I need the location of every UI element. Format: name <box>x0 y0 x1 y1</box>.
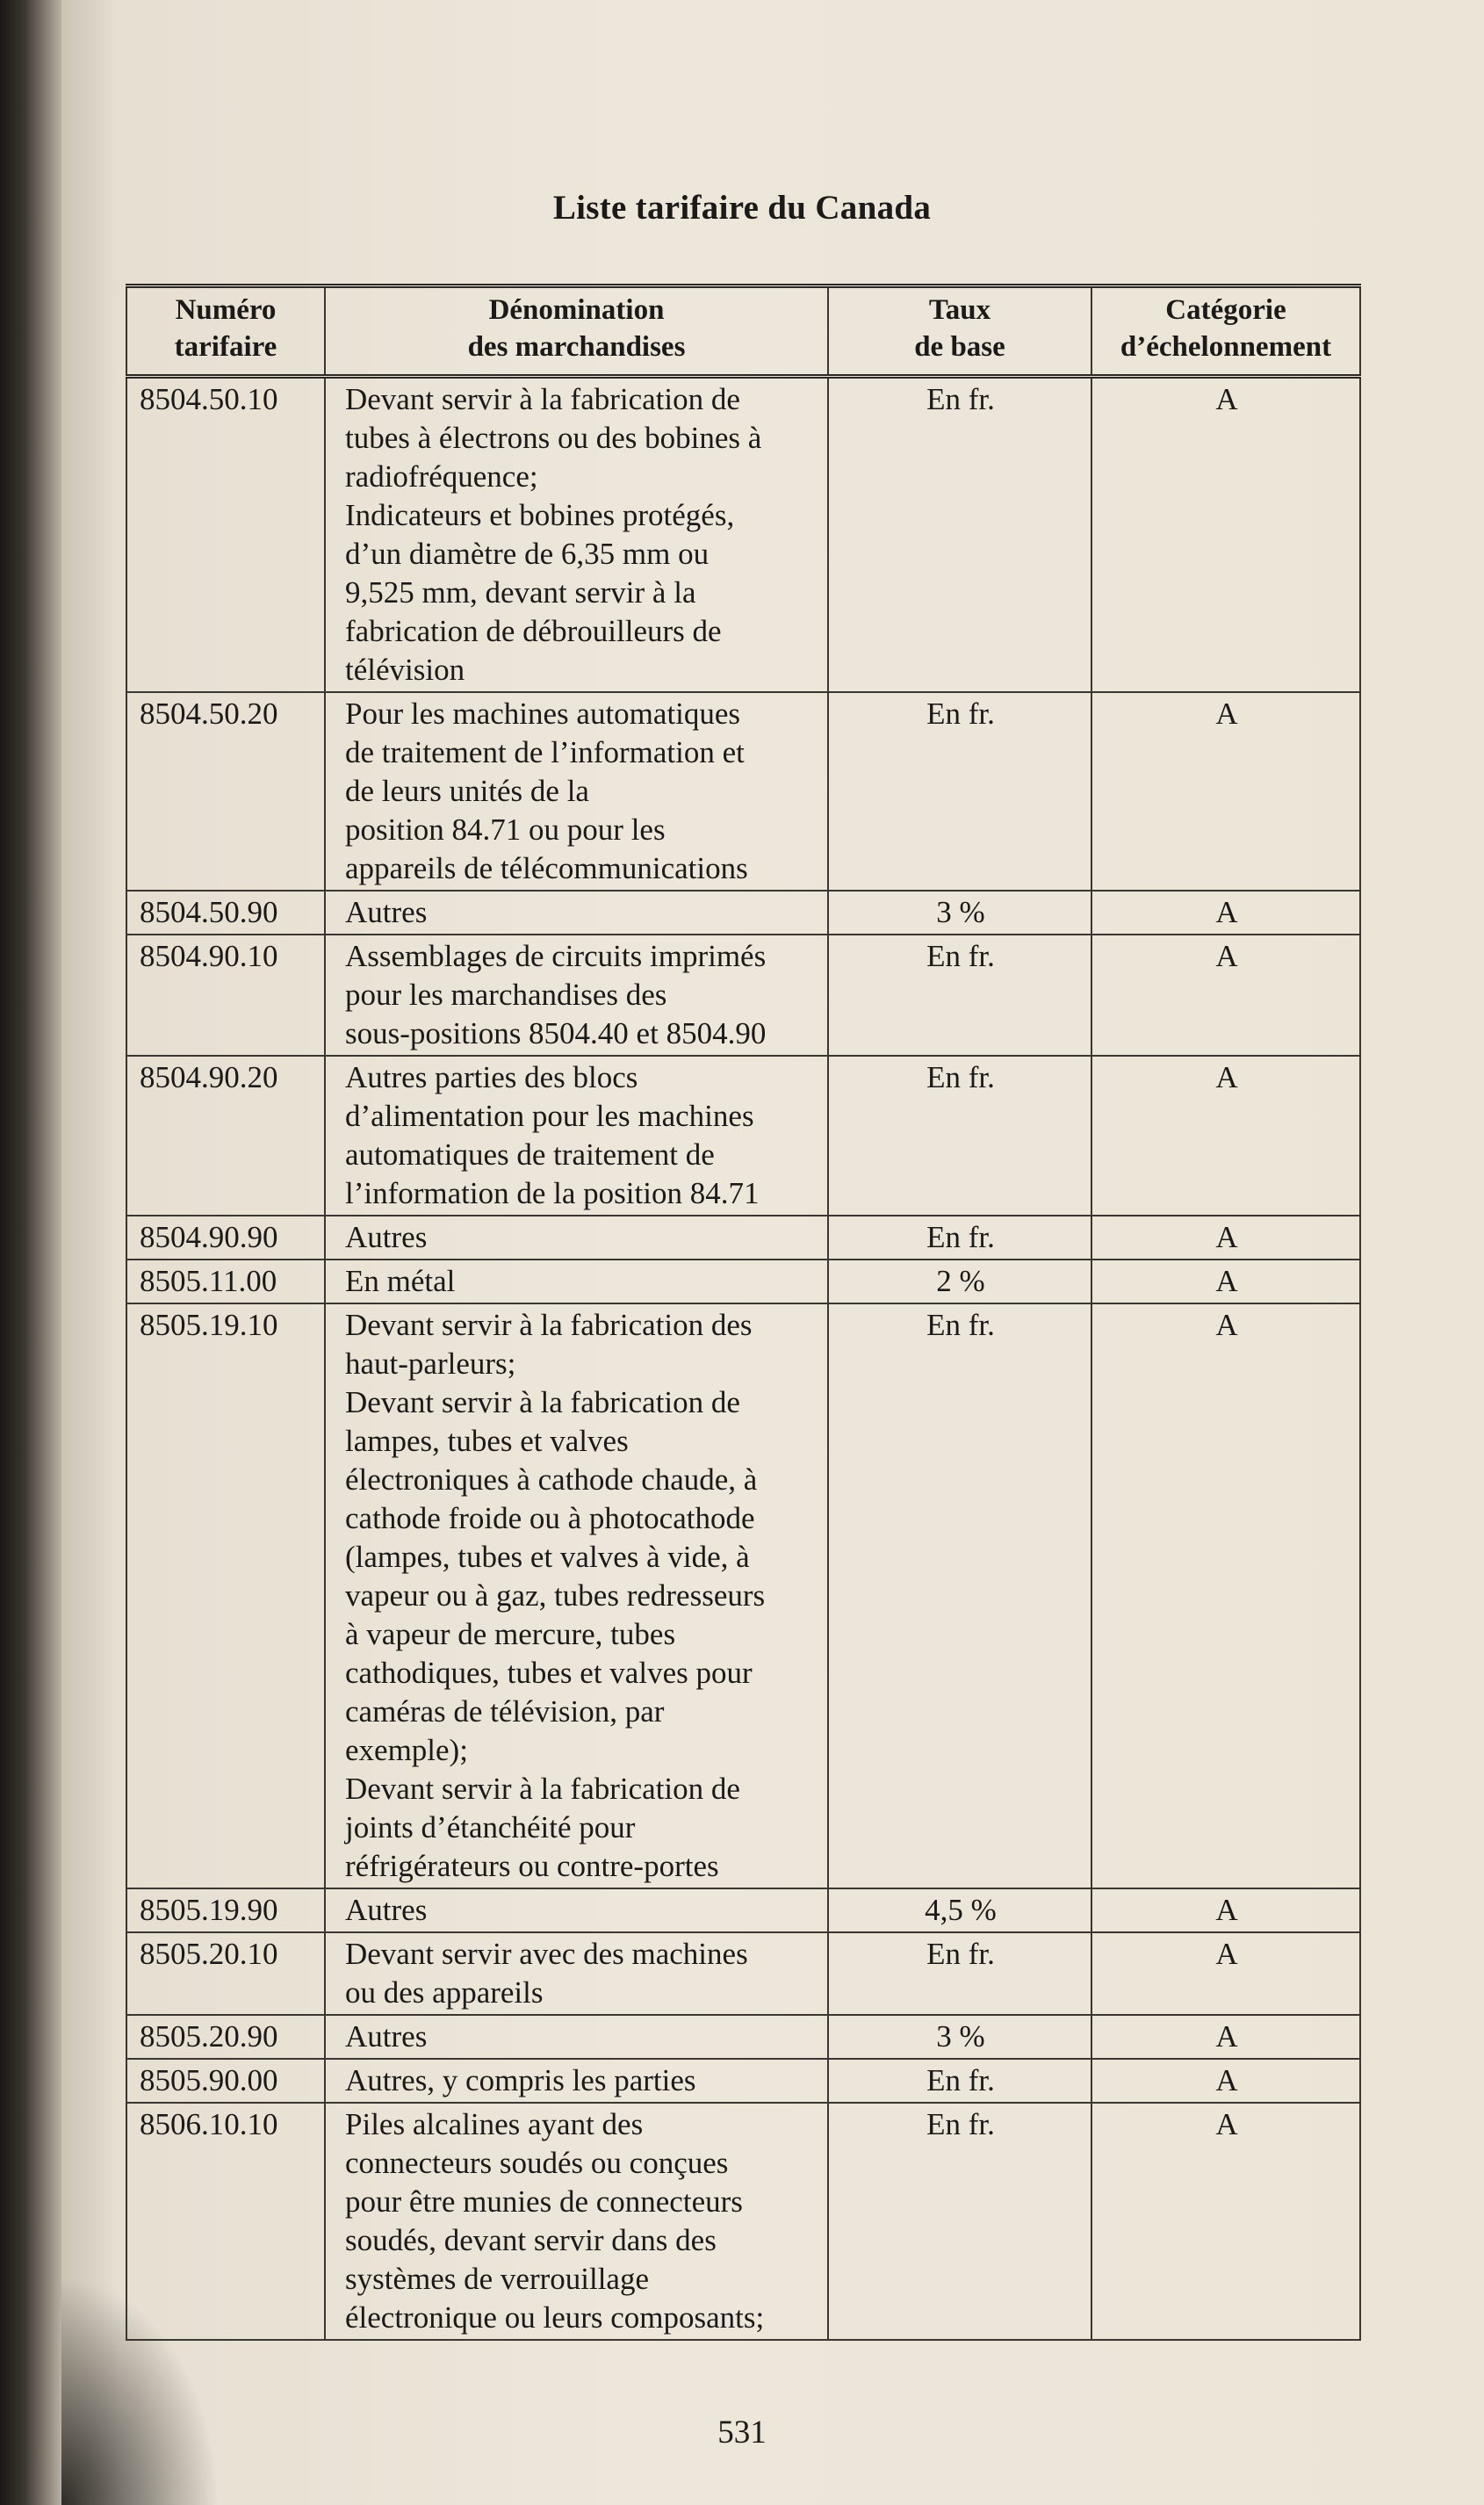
tariff-number: 8504.90.10 <box>126 935 325 1056</box>
description-line: Autres <box>345 2019 428 2054</box>
description-line: vapeur ou à gaz, tubes redresseurs <box>345 1578 766 1613</box>
table-row <box>126 891 1360 935</box>
description-line: cathode froide ou à photocathode <box>345 1501 755 1535</box>
base-rate: En fr. <box>828 935 1091 1056</box>
goods-description <box>325 1888 828 1932</box>
description-line: En métal <box>345 1264 456 1298</box>
table-row <box>126 1056 1360 1216</box>
staging-category: A <box>1091 2103 1360 2340</box>
description-line: télévision <box>345 653 465 687</box>
tariff-number: 8505.20.90 <box>126 2015 325 2059</box>
description-line: (lampes, tubes et valves à vide, à <box>345 1540 750 1574</box>
tariff-number: 8505.11.00 <box>126 1260 325 1303</box>
description-line: de traitement de l’information et <box>345 735 745 769</box>
description-line: connecteurs soudés ou conçues <box>345 2146 729 2180</box>
staging-category: A <box>1091 1260 1360 1303</box>
base-rate: En fr. <box>828 2103 1091 2340</box>
staging-category: A <box>1091 1056 1360 1216</box>
base-rate: 4,5 % <box>828 1888 1091 1932</box>
description-line: électronique ou leurs composants; <box>345 2300 765 2335</box>
tariff-number: 8505.20.10 <box>126 1932 325 2015</box>
base-rate: En fr. <box>828 1216 1091 1260</box>
goods-description <box>325 1932 828 2015</box>
description-line: ou des appareils <box>345 1975 544 2010</box>
tariff-table-body <box>126 377 1360 2341</box>
description-line: sous-positions 8504.40 et 8504.90 <box>345 1016 767 1050</box>
staging-category: A <box>1091 1216 1360 1260</box>
base-rate: 3 % <box>828 2015 1091 2059</box>
header-categorie: Catégorie d’échelonnement <box>1091 286 1360 377</box>
goods-description <box>325 377 828 693</box>
goods-description <box>325 1056 828 1216</box>
table-row <box>126 1260 1360 1303</box>
staging-category: A <box>1091 377 1360 693</box>
description-line: joints d’étanchéité pour <box>345 1810 636 1844</box>
description-line: tubes à électrons ou des bobines à <box>345 421 762 455</box>
base-rate: En fr. <box>828 2059 1091 2103</box>
description-line: Autres, y compris les parties <box>345 2063 696 2097</box>
base-rate: En fr. <box>828 1303 1091 1888</box>
tariff-table <box>126 284 1361 2341</box>
description-line: Devant servir à la fabrication de <box>345 382 740 416</box>
description-line: cathodiques, tubes et valves pour <box>345 1656 753 1690</box>
staging-category: A <box>1091 1888 1360 1932</box>
description-line: automatiques de traitement de <box>345 1137 715 1172</box>
base-rate: En fr. <box>828 1056 1091 1216</box>
table-row <box>126 1216 1360 1260</box>
tariff-number: 8504.50.20 <box>126 692 325 891</box>
base-rate: 2 % <box>828 1260 1091 1303</box>
description-line: Devant servir à la fabrication de <box>345 1772 740 1806</box>
staging-category: A <box>1091 1932 1360 2015</box>
description-line: Autres parties des blocs <box>345 1060 638 1094</box>
table-row <box>126 935 1360 1056</box>
table-row <box>126 2015 1360 2059</box>
base-rate: En fr. <box>828 377 1091 693</box>
description-line: Assemblages de circuits imprimés <box>345 939 767 973</box>
page-title: Liste tarifaire du Canada <box>552 189 932 227</box>
tariff-number: 8504.50.10 <box>126 377 325 693</box>
description-line: électroniques à cathode chaude, à <box>345 1462 758 1497</box>
description-line: fabrication de débrouilleurs de <box>345 614 722 648</box>
goods-description <box>325 1216 828 1260</box>
description-line: d’un diamètre de 6,35 mm ou <box>345 537 710 571</box>
goods-description <box>325 2103 828 2340</box>
description-line: à vapeur de mercure, tubes <box>345 1617 676 1651</box>
tariff-number: 8504.90.90 <box>126 1216 325 1260</box>
staging-category: A <box>1091 692 1360 891</box>
description-line: Devant servir avec des machines <box>345 1937 748 1971</box>
goods-description <box>325 2015 828 2059</box>
staging-category: A <box>1091 935 1360 1056</box>
table-row <box>126 1303 1360 1888</box>
header-taux-de-base: Taux de base <box>828 286 1091 377</box>
goods-description <box>325 2059 828 2103</box>
base-rate: En fr. <box>828 692 1091 891</box>
description-line: Autres <box>345 895 428 929</box>
description-line: Autres <box>345 1893 428 1927</box>
description-line: Autres <box>345 1220 428 1254</box>
description-line: d’alimentation pour les machines <box>345 1099 754 1133</box>
table-row <box>126 1888 1360 1932</box>
goods-description <box>325 891 828 935</box>
description-line: Indicateurs et bobines protégés, <box>345 498 735 532</box>
tariff-number: 8505.19.10 <box>126 1303 325 1888</box>
tariff-number: 8504.90.20 <box>126 1056 325 1216</box>
table-row <box>126 1932 1360 2015</box>
staging-category: A <box>1091 2059 1360 2103</box>
description-line: Devant servir à la fabrication des <box>345 1308 753 1342</box>
page-number: 531 <box>717 2415 767 2451</box>
description-line: caméras de télévision, par <box>345 1694 665 1729</box>
goods-description <box>325 1303 828 1888</box>
description-line: lampes, tubes et valves <box>345 1424 629 1458</box>
staging-category: A <box>1091 1303 1360 1888</box>
description-line: Piles alcalines ayant des <box>345 2107 644 2141</box>
description-line: de leurs unités de la <box>345 774 589 808</box>
book-spine-shadow <box>0 0 68 2505</box>
table-row <box>126 2103 1360 2340</box>
staging-category: A <box>1091 2015 1360 2059</box>
base-rate: 3 % <box>828 891 1091 935</box>
description-line: exemple); <box>345 1733 468 1767</box>
staging-category: A <box>1091 891 1360 935</box>
table-header-row <box>126 286 1360 377</box>
tariff-number: 8505.19.90 <box>126 1888 325 1932</box>
table-row <box>126 692 1360 891</box>
description-line: l’information de la position 84.71 <box>345 1176 760 1210</box>
description-line: 9,525 mm, devant servir à la <box>345 575 696 610</box>
description-line: soudés, devant servir dans des <box>345 2223 717 2257</box>
tariff-number: 8506.10.10 <box>126 2103 325 2340</box>
table-row <box>126 2059 1360 2103</box>
goods-description <box>325 935 828 1056</box>
base-rate: En fr. <box>828 1932 1091 2015</box>
description-line: radiofréquence; <box>345 459 538 494</box>
description-line: Pour les machines automatiques <box>345 697 741 731</box>
description-line: appareils de télécommunications <box>345 851 748 885</box>
goods-description <box>325 692 828 891</box>
header-numero-tarifaire: Numéro tarifaire <box>126 286 325 377</box>
description-line: pour les marchandises des <box>345 978 667 1012</box>
tariff-number: 8505.90.00 <box>126 2059 325 2103</box>
tariff-number: 8504.50.90 <box>126 891 325 935</box>
description-line: réfrigérateurs ou contre-portes <box>345 1849 719 1883</box>
description-line: haut-parleurs; <box>345 1346 516 1381</box>
description-line: systèmes de verrouillage <box>345 2262 650 2296</box>
description-line: pour être munies de connecteurs <box>345 2184 743 2219</box>
header-denomination: Dénomination des marchandises <box>325 286 828 377</box>
description-line: Devant servir à la fabrication de <box>345 1385 740 1419</box>
goods-description <box>325 1260 828 1303</box>
table-row <box>126 377 1360 693</box>
description-line: position 84.71 ou pour les <box>345 812 666 847</box>
